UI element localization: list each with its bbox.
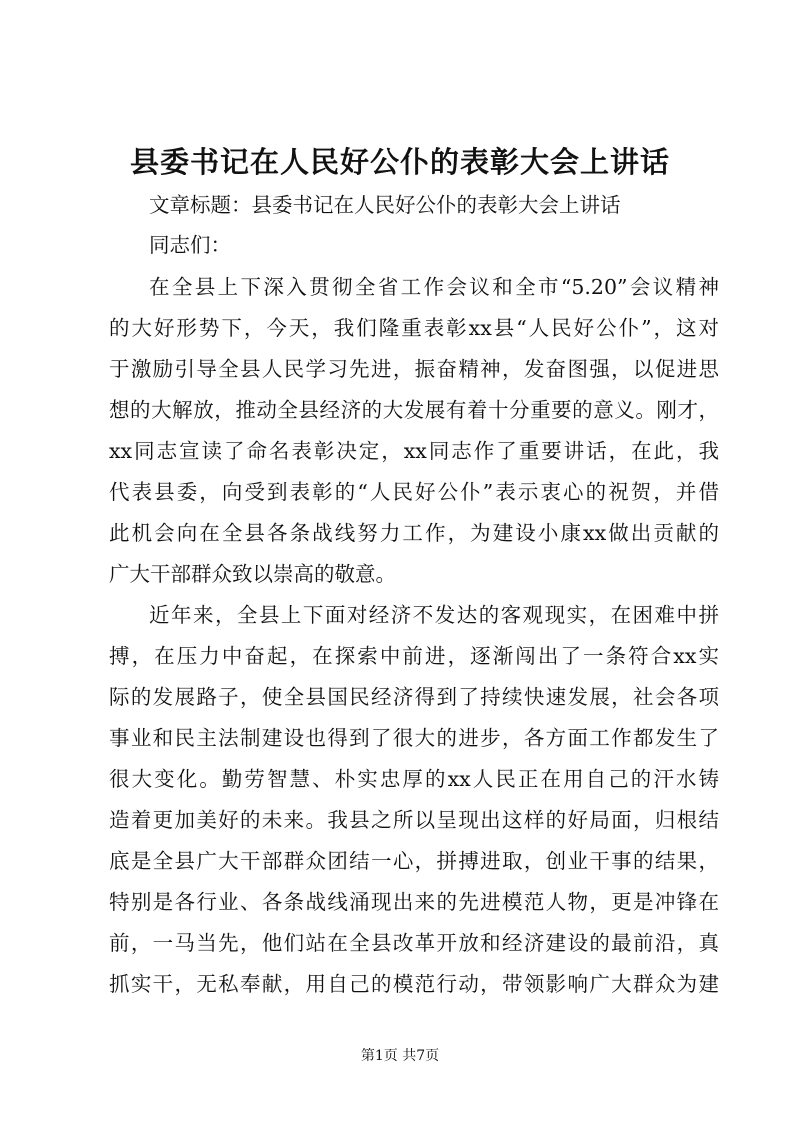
paragraph-line: 代表县委，向受到表彰的“人民好公仆”表示衷心的祝贺，并借: [109, 480, 719, 504]
paragraph-line: 搏，在压力中奋起，在探索中前进，逐渐闯出了一条符合xx实: [109, 644, 719, 668]
paragraph-line: 抓实干，无私奉献，用自己的模范行动，带领影响广大群众为建: [109, 972, 719, 996]
paragraph-line: 际的发展路子，使全县国民经济得到了持续快速发展，社会各项: [109, 685, 719, 709]
paragraph-line: 的大好形势下，今天，我们隆重表彰xx县“人民好公仆”，这对: [109, 316, 719, 340]
paragraph-line: 此机会向在全县各条战线努力工作，为建设小康xx做出贡献的: [109, 521, 719, 545]
document-title: 县委书记在人民好公仆的表彰大会上讲话: [129, 145, 670, 179]
paragraph-line: 特别是各行业、各条战线涌现出来的先进模范人物，更是冲锋在: [109, 890, 719, 914]
paragraph-line: xx同志宣读了命名表彰决定，xx同志作了重要讲话，在此，我: [109, 439, 719, 463]
page-footer: 第1页 共7页: [360, 1048, 440, 1064]
paragraph-line: 很大变化。勤劳智慧、朴实忠厚的xx人民正在用自己的汗水铸: [109, 767, 719, 791]
paragraph-line: 造着更加美好的未来。我县之所以呈现出这样的好局面，归根结: [109, 808, 719, 832]
paragraph-line: 前，一马当先，他们站在全县改革开放和经济建设的最前沿，真: [109, 931, 719, 955]
paragraph-line: 于激励引导全县人民学习先进，振奋精神，发奋图强，以促进思: [109, 357, 719, 381]
paragraph-line: 事业和民主法制建设也得到了很大的进步，各方面工作都发生了: [109, 726, 719, 750]
article-title-line: 文章标题：县委书记在人民好公仆的表彰大会上讲话: [149, 193, 621, 217]
paragraph-line: 在全县上下深入贯彻全省工作会议和全市“5.20”会议精神: [149, 275, 719, 299]
paragraph-line: 底是全县广大干部群众团结一心，拼搏进取，创业干事的结果，: [109, 849, 719, 873]
paragraph-line: 想的大解放，推动全县经济的大发展有着十分重要的意义。刚才，: [109, 398, 719, 422]
paragraph-line: 近年来，全县上下面对经济不发达的客观现实，在困难中拼: [149, 603, 719, 627]
salutation: 同志们：: [149, 233, 231, 257]
paragraph-line: 广大干部群众致以崇高的敬意。: [109, 562, 396, 586]
